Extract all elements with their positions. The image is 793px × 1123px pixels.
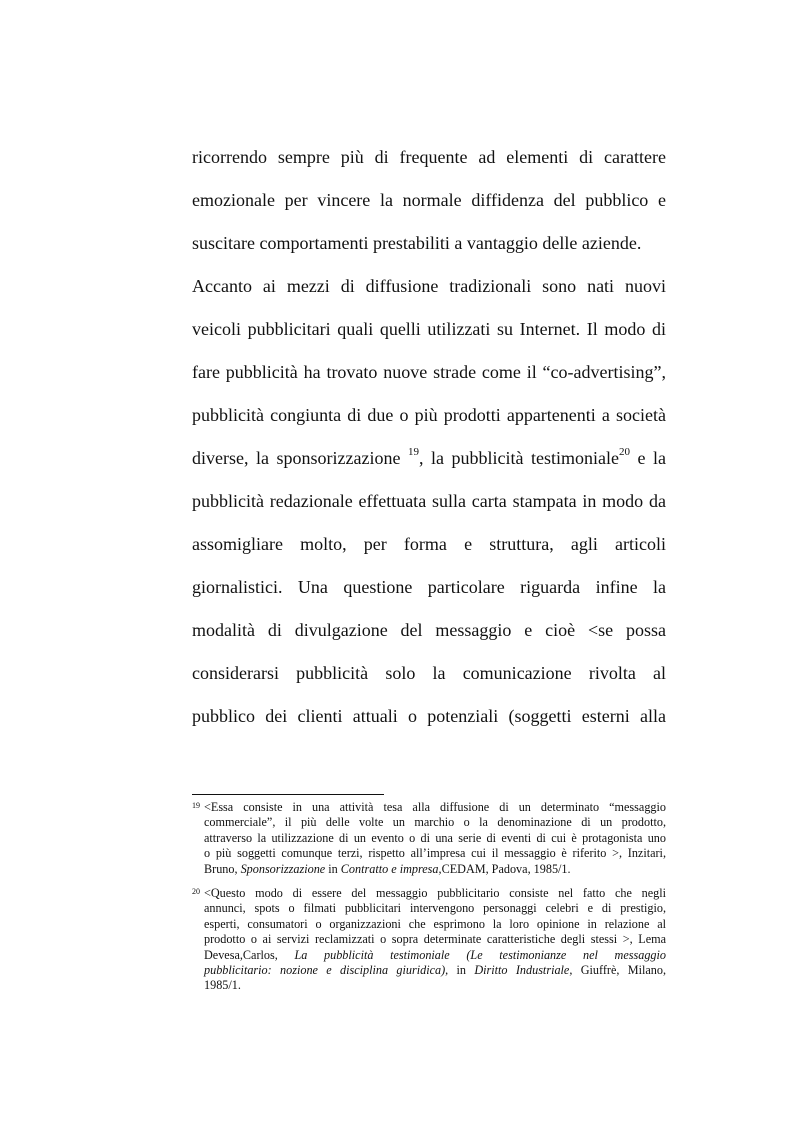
- body-line: pubblicità redazionale effettuata sulla carta stampata in modo da: [192, 491, 666, 511]
- body-line: fare pubblicità ha trovato nuove strade come il “co-advertising”,: [192, 362, 666, 382]
- footnote-line: attraverso la utilizzazione di un evento o di una serie di eventi di cui è protagonista uno: [204, 830, 666, 845]
- footnote-line: [204, 948, 666, 963]
- footnote-ref-20[interactable]: 20: [619, 446, 630, 458]
- footnote-line: prodotto o ai servizi reclamizzati o sopra determinate caratteristiche degli stessi >, Lema: [204, 932, 666, 947]
- body-line: modalità di divulgazione del messaggio e cioè <se possa: [192, 620, 666, 640]
- footnote-line: [204, 963, 666, 978]
- footnote-line-text: Devesa,Carlos,: [204, 947, 295, 962]
- footnote-line-text: CEDAM, Padova, 1985/1.: [441, 861, 571, 876]
- footnote-ref-19[interactable]: 19: [407, 446, 419, 458]
- body-line: suscitare comportamenti prestabiliti a vantaggio delle aziende.: [192, 233, 642, 253]
- citation-journal: Contratto e impresa,: [340, 861, 442, 876]
- body-line: ricorrendo sempre più di frequente ad elementi di carattere: [192, 147, 666, 167]
- citation-title: La pubblicità testimoniale (Le testimonianze nel messaggio: [294, 947, 667, 962]
- footnote-number: 19: [192, 801, 200, 810]
- footnote-line: esperti, consumatori o organizzazioni che esprimono la loro opinione in relazione al: [204, 916, 666, 931]
- body-line: giornalistici. Una questione particolare riguarda infine la: [192, 577, 666, 597]
- footnote-line: annunci, spots o filmati pubblicitari intervengono personaggi celebri e di prestigio,: [204, 901, 666, 916]
- body-line: veicoli pubblicitari quali quelli utilizzati su Internet. Il modo di: [192, 319, 666, 339]
- footnote-line-text: in: [325, 861, 341, 876]
- citation-title: pubblicitario: nozione e disciplina giuridica),: [204, 963, 449, 978]
- footnote-19: [192, 800, 666, 877]
- footnote-line: 1985/1.: [204, 978, 241, 993]
- footnote-text: [204, 800, 666, 877]
- body-line: Accanto ai mezzi di diffusione tradizionali sono nati nuovi: [192, 276, 666, 296]
- footnote-line-text: in: [448, 963, 475, 978]
- footnote-line: <Questo modo di essere del messaggio pubblicitario consiste nel fatto che negli: [204, 886, 666, 901]
- citation-journal: Diritto Industriale,: [474, 963, 573, 978]
- footnote-number: 20: [192, 887, 200, 897]
- footnote-line-text: Giuffrè, Milano,: [572, 963, 666, 978]
- footnote-line: [204, 862, 666, 877]
- body-line-text: e la: [630, 448, 667, 468]
- citation-title: Sponsorizzazione: [240, 861, 326, 876]
- footnote-20: [192, 886, 666, 994]
- body-text: [192, 140, 666, 742]
- footnote-text: [204, 886, 666, 994]
- body-line-text: diverse, la sponsorizzazione: [192, 448, 408, 468]
- body-line-text: , la pubblicità testimoniale: [418, 448, 619, 468]
- body-line: assomigliare molto, per forma e struttura, agli articoli: [192, 534, 666, 554]
- body-line: [192, 441, 666, 484]
- footnote-line: commerciale”, il più delle volte un marchio o la denominazione di un prodotto,: [204, 815, 666, 830]
- body-line: pubblicità congiunta di due o più prodotti appartenenti a società: [192, 405, 666, 425]
- footnote-line: <Essa consiste in una attività tesa alla diffusione di un determinato “messaggio: [204, 800, 666, 814]
- footnote-line: o più soggetti comunque terzi, rispetto all’impresa cui il messaggio è riferito >, Inzitari,: [204, 846, 666, 861]
- body-line: emozionale per vincere la normale diffidenza del pubblico e: [192, 190, 666, 210]
- footnote-line-text: Bruno,: [204, 861, 241, 876]
- body-line: considerarsi pubblicità solo la comunicazione rivolta al: [192, 663, 666, 683]
- body-line: pubblico dei clienti attuali o potenziali (soggetti esterni alla: [192, 706, 666, 726]
- footnote-separator: [192, 794, 384, 795]
- footnotes: [192, 800, 666, 994]
